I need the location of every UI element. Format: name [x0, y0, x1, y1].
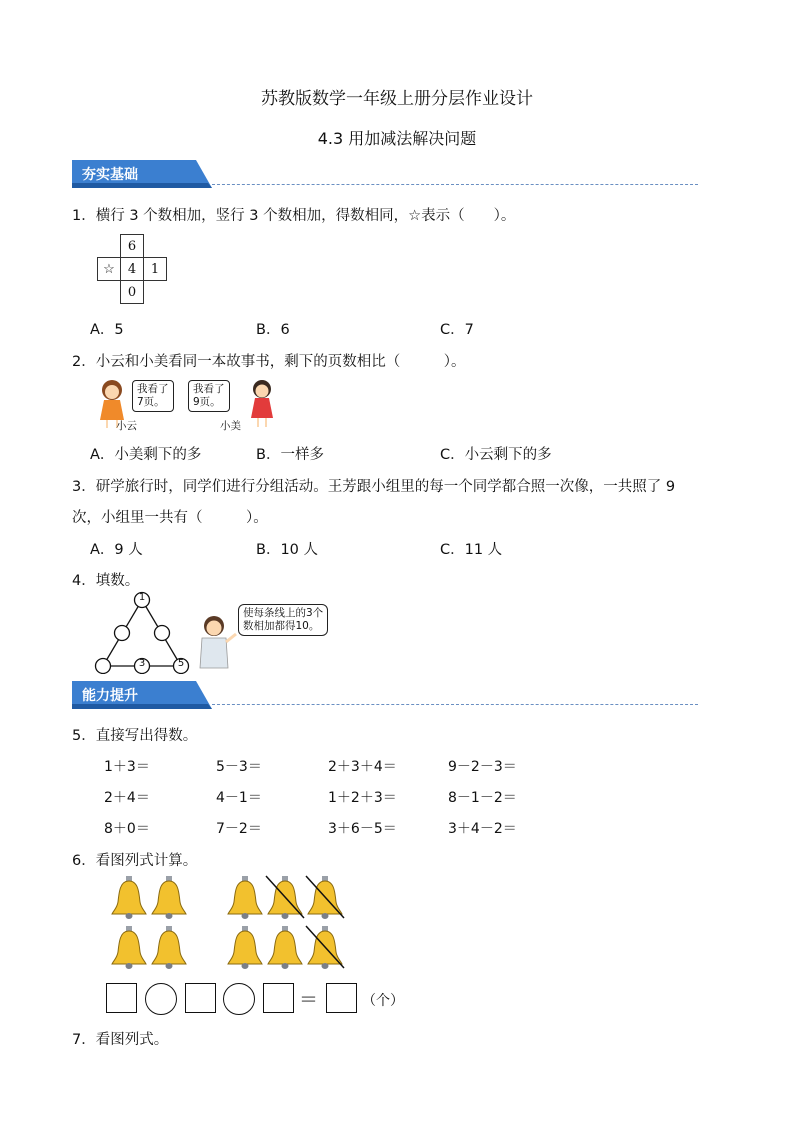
question-4-text: 4．填数。	[72, 573, 140, 589]
grid-cell-right: 1	[144, 258, 167, 281]
section-header-advanced	[72, 681, 212, 706]
name-label-right: 小美	[220, 420, 241, 432]
bell-icon	[228, 876, 262, 919]
node-bottom-mid-label: 3	[138, 658, 146, 669]
question-1-text: 1．横行 3 个数相加，竖行 3 个数相加，得数相同，☆表示（ ）。	[72, 208, 516, 224]
operator-circle-1[interactable]	[145, 983, 177, 1015]
calc-item: 1＋3＝	[104, 759, 150, 775]
question-3-line-1: 3．研学旅行时，同学们进行分组活动。王芳跟小组里的每一个同学都合照一次像，一共照了 9	[72, 479, 676, 495]
q1-option-c[interactable]: C．7	[440, 322, 474, 338]
bell-icon	[112, 876, 146, 919]
calc-item: 4－1＝	[216, 790, 262, 806]
bell-icon	[152, 926, 186, 969]
calc-item: 2＋4＝	[104, 790, 150, 806]
page-title: 苏教版数学一年级上册分层作业设计	[261, 89, 533, 109]
number-cross-grid	[97, 234, 167, 304]
answer-box-2[interactable]	[185, 983, 216, 1013]
q1-option-a[interactable]: A．5	[90, 322, 124, 338]
q3-option-a[interactable]: A．9 人	[90, 542, 143, 558]
section-header-basic	[72, 160, 212, 185]
calc-item: 3＋4－2＝	[448, 821, 517, 837]
node-left-mid	[115, 626, 130, 641]
name-label-left: 小云	[116, 420, 137, 432]
answer-box-result[interactable]	[326, 983, 357, 1013]
q3-option-c[interactable]: C．11 人	[440, 542, 503, 558]
q3-option-b[interactable]: B．10 人	[256, 542, 319, 558]
q2-illustration	[94, 376, 284, 432]
question-7-text: 7．看图列式。	[72, 1032, 169, 1048]
bell-icon	[152, 876, 186, 919]
node-right-mid	[155, 626, 170, 641]
operator-circle-2[interactable]	[223, 983, 255, 1015]
section-label: 能力提升	[82, 688, 138, 704]
bells-illustration	[100, 872, 360, 972]
question-5-text: 5．直接写出得数。	[72, 728, 198, 744]
calc-item: 5－3＝	[216, 759, 262, 775]
q2-option-a[interactable]: A．小美剩下的多	[90, 447, 202, 463]
calc-item: 2＋3＋4＝	[328, 759, 397, 775]
calc-item: 3＋6－5＝	[328, 821, 397, 837]
calc-item: 9－2－3＝	[448, 759, 517, 775]
boy-teacher-icon	[192, 612, 238, 670]
q2-option-b[interactable]: B．一样多	[256, 447, 324, 463]
grid-cell-center: 4	[121, 258, 144, 281]
equation-answer-row	[106, 983, 406, 1015]
grid-cell-top: 6	[121, 235, 144, 258]
grid-cell-star: ☆	[98, 258, 121, 281]
unit-label: （个）	[362, 993, 404, 1009]
page-subtitle: 4.3 用加减法解决问题	[317, 129, 477, 148]
section-divider	[212, 184, 698, 185]
bell-icon	[228, 926, 262, 969]
node-bottom-left	[96, 659, 111, 674]
equals-sign: ＝	[299, 989, 319, 1011]
question-6-text: 6．看图列式计算。	[72, 853, 198, 869]
bell-icon	[112, 926, 146, 969]
node-top-label: 1	[138, 592, 146, 603]
calc-item: 8－1－2＝	[448, 790, 517, 806]
question-2-text: 2．小云和小美看同一本故事书，剩下的页数相比（ ）。	[72, 354, 466, 370]
bell-icon	[268, 926, 302, 969]
grid-cell-bottom: 0	[121, 281, 144, 304]
calc-item: 7－2＝	[216, 821, 262, 837]
speech-bubble-q4: 使每条线上的3个 数相加都得10。	[238, 604, 328, 636]
calc-item: 8＋0＝	[104, 821, 150, 837]
answer-box-1[interactable]	[106, 983, 137, 1013]
q2-option-c[interactable]: C．小云剩下的多	[440, 447, 552, 463]
q1-option-b[interactable]: B．6	[256, 322, 290, 338]
speech-bubble-right: 我看了 9页。	[188, 380, 230, 412]
question-3-line-2: 次，小组里一共有（ ）。	[72, 510, 268, 526]
node-bottom-right-label: 5	[177, 658, 185, 669]
answer-box-3[interactable]	[263, 983, 294, 1013]
section-divider	[212, 704, 698, 705]
section-label: 夯实基础	[82, 167, 138, 183]
calc-item: 1＋2＋3＝	[328, 790, 397, 806]
speech-bubble-left: 我看了 7页。	[132, 380, 174, 412]
